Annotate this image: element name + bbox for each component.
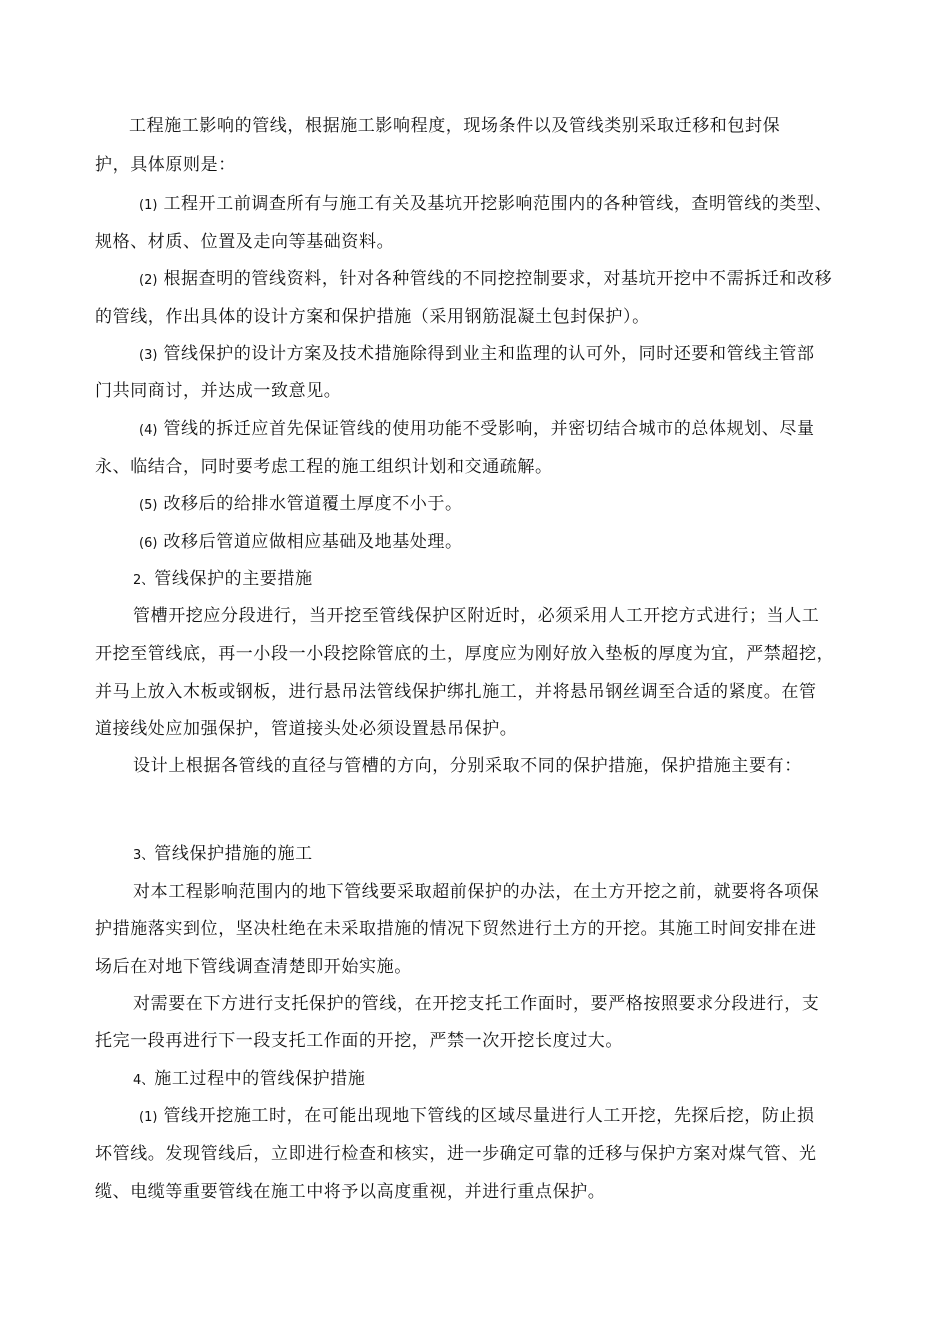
- paragraph-line: 坏管线。发现管线后，立即进行检查和核实，进一步确定可靠的迁移与保护方案对煤气管、光: [95, 1144, 817, 1164]
- paragraph-line: 门共同商讨，并达成一致意见。: [95, 381, 342, 401]
- list-marker: (1): [139, 198, 158, 213]
- paragraph-line: 工程施工影响的管线，根据施工影响程度，现场条件以及管线类别采取迁移和包封保: [129, 116, 781, 136]
- paragraph-line: 永、临结合，同时要考虑工程的施工组织计划和交通疏解。: [95, 457, 553, 477]
- section-heading: 4、施工过程中的管线保护措施: [133, 1069, 366, 1089]
- list-item-line: (1) 管线开挖施工时，在可能出现地下管线的区域尽量进行人工开挖，先探后挖，防止损: [139, 1106, 815, 1126]
- paragraph-line: 护，具体原则是：: [95, 155, 236, 175]
- list-marker: (1): [139, 1110, 158, 1125]
- paragraph-line: 缆、电缆等重要管线在施工中将予以高度重视，并进行重点保护。: [95, 1182, 606, 1202]
- list-item-line: (1) 工程开工前调查所有与施工有关及基坑开挖影响范围内的各种管线，查明管线的类型、: [139, 194, 833, 214]
- paragraph-line: 开挖至管线底，再一小段一小段挖除管底的土，厚度应为刚好放入垫板的厚度为宜，严禁超挖，: [95, 644, 835, 664]
- list-item-line: (3) 管线保护的设计方案及技术措施除得到业主和监理的认可外，同时还要和管线主管部: [139, 344, 815, 364]
- section-number: 4、: [133, 1073, 155, 1088]
- list-item-line: (2) 根据查明的管线资料，针对各种管线的不同挖控制要求，对基坑开挖中不需拆迁和改移: [139, 269, 833, 289]
- list-marker: (3): [139, 348, 158, 363]
- list-marker: (2): [139, 273, 158, 288]
- section-number: 3、: [133, 848, 155, 863]
- list-item-line: (4) 管线的拆迁应首先保证管线的使用功能不受影响，并密切结合城市的总体规划、尽量: [139, 419, 815, 439]
- paragraph-line: 设计上根据各管线的直径与管槽的方向，分别采取不同的保护措施，保护措施主要有：: [133, 756, 802, 776]
- section-number: 2、: [133, 573, 155, 588]
- list-marker: (5): [139, 498, 158, 513]
- paragraph-line: 托完一段再进行下一段支托工作面的开挖，严禁一次开挖长度过大。: [95, 1031, 623, 1051]
- paragraph-line: 护措施落实到位，坚决杜绝在未采取措施的情况下贸然进行土方的开挖。其施工时间安排在进: [95, 919, 817, 939]
- section-heading: 3、管线保护措施的施工: [133, 844, 313, 864]
- paragraph-line: 对需要在下方进行支托保护的管线，在开挖支托工作面时，要严格按照要求分段进行，支: [133, 994, 820, 1014]
- list-item-line: (5) 改移后的给排水管道覆土厚度不小于。: [139, 494, 463, 514]
- list-marker: (6): [139, 536, 158, 551]
- section-heading: 2、管线保护的主要措施: [133, 569, 313, 589]
- paragraph-line: 管槽开挖应分段进行，当开挖至管线保护区附近时，必须采用人工开挖方式进行；当人工: [133, 606, 820, 626]
- list-item-line: (6) 改移后管道应做相应基础及地基处理。: [139, 532, 463, 552]
- paragraph-line: 道接线处应加强保护，管道接头处必须设置悬吊保护。: [95, 719, 518, 739]
- paragraph-line: 对本工程影响范围内的地下管线要采取超前保护的办法，在土方开挖之前，就要将各项保: [133, 882, 820, 902]
- paragraph-line: 场后在对地下管线调查清楚即开始实施。: [95, 957, 412, 977]
- paragraph-line: 并马上放入木板或钢板，进行悬吊法管线保护绑扎施工，并将悬吊钢丝调至合适的紧度。在管: [95, 682, 817, 702]
- list-marker: (4): [139, 423, 158, 438]
- paragraph-line: 规格、材质、位置及走向等基础资料。: [95, 232, 395, 252]
- paragraph-line: 的管线，作出具体的设计方案和保护措施（采用钢筋混凝土包封保护）。: [95, 307, 650, 327]
